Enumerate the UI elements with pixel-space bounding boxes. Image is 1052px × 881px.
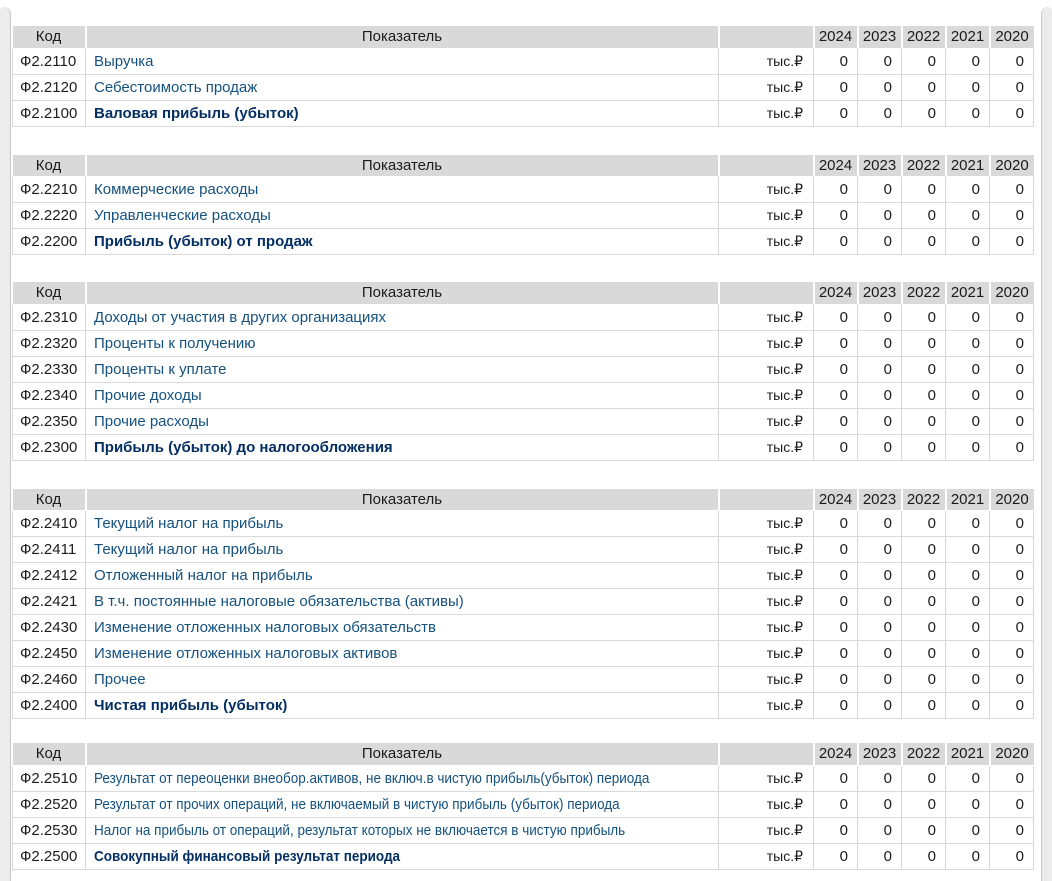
table-row — [13, 177, 1034, 203]
col-header-year: 2022 — [902, 743, 946, 765]
row-value-2023: 0 — [858, 229, 902, 255]
row-value-2024: 0 — [814, 382, 858, 408]
row-value-2023: 0 — [858, 382, 902, 408]
row-code: Ф2.2110 — [13, 48, 86, 74]
table-row — [13, 304, 1034, 330]
header-row — [13, 26, 1034, 48]
col-header-code: Код — [13, 155, 86, 177]
row-unit: тыс.₽ — [719, 667, 814, 693]
row-value-2020: 0 — [990, 330, 1034, 356]
row-unit: тыс.₽ — [719, 203, 814, 229]
row-value-2022: 0 — [902, 563, 946, 589]
row-unit: тыс.₽ — [719, 765, 814, 791]
table-row — [13, 641, 1034, 667]
row-value-2021: 0 — [946, 382, 990, 408]
row-value-2023: 0 — [858, 48, 902, 74]
row-value-2020: 0 — [990, 791, 1034, 817]
row-value-2023: 0 — [858, 791, 902, 817]
row-value-2021: 0 — [946, 641, 990, 667]
row-value-2020: 0 — [990, 693, 1034, 719]
table-row — [13, 765, 1034, 791]
indicator-link[interactable]: Совокупный финансовый результат периода — [94, 847, 401, 865]
row-value-2023: 0 — [858, 615, 902, 641]
row-value-2023: 0 — [858, 843, 902, 869]
row-code: Ф2.2350 — [13, 408, 86, 434]
indicator-link[interactable]: Текущий налог на прибыль — [94, 515, 284, 532]
statement-table-sales-profit — [12, 155, 1034, 256]
row-indicator — [86, 304, 719, 330]
table-row — [13, 434, 1034, 460]
table-row — [13, 229, 1034, 255]
row-code: Ф2.2310 — [13, 304, 86, 330]
indicator-link[interactable]: Прочее — [94, 671, 146, 688]
row-code: Ф2.2330 — [13, 356, 86, 382]
row-indicator — [86, 791, 719, 817]
row-code: Ф2.2220 — [13, 203, 86, 229]
row-indicator — [86, 641, 719, 667]
row-value-2022: 0 — [902, 615, 946, 641]
indicator-link[interactable]: Управленческие расходы — [94, 207, 271, 224]
row-value-2024: 0 — [814, 615, 858, 641]
col-header-year: 2024 — [814, 489, 858, 511]
col-header-year: 2024 — [814, 26, 858, 48]
row-value-2021: 0 — [946, 74, 990, 100]
row-unit: тыс.₽ — [719, 843, 814, 869]
row-value-2020: 0 — [990, 229, 1034, 255]
row-value-2020: 0 — [990, 667, 1034, 693]
row-value-2021: 0 — [946, 330, 990, 356]
col-header-year: 2020 — [990, 155, 1034, 177]
row-value-2022: 0 — [902, 229, 946, 255]
row-value-2020: 0 — [990, 100, 1034, 126]
row-code: Ф2.2410 — [13, 511, 86, 537]
row-value-2022: 0 — [902, 382, 946, 408]
col-header-indicator: Показатель — [86, 282, 719, 304]
row-unit: тыс.₽ — [719, 304, 814, 330]
table-row — [13, 100, 1034, 126]
col-header-year: 2021 — [946, 155, 990, 177]
row-value-2023: 0 — [858, 563, 902, 589]
col-header-year: 2022 — [902, 26, 946, 48]
col-header-year: 2020 — [990, 26, 1034, 48]
row-indicator — [86, 843, 719, 869]
row-value-2021: 0 — [946, 100, 990, 126]
row-indicator — [86, 589, 719, 615]
col-header-indicator: Показатель — [86, 26, 719, 48]
indicator-link[interactable]: Чистая прибыль (убыток) — [94, 697, 288, 714]
table-row — [13, 48, 1034, 74]
row-unit: тыс.₽ — [719, 791, 814, 817]
col-header-year: 2023 — [858, 155, 902, 177]
col-header-unit — [719, 155, 814, 177]
col-header-year: 2020 — [990, 489, 1034, 511]
row-value-2021: 0 — [946, 434, 990, 460]
row-value-2024: 0 — [814, 356, 858, 382]
row-value-2021: 0 — [946, 765, 990, 791]
table-row — [13, 330, 1034, 356]
row-unit: тыс.₽ — [719, 48, 814, 74]
row-value-2020: 0 — [990, 615, 1034, 641]
row-value-2020: 0 — [990, 74, 1034, 100]
row-value-2020: 0 — [990, 434, 1034, 460]
row-value-2020: 0 — [990, 843, 1034, 869]
row-unit: тыс.₽ — [719, 74, 814, 100]
row-value-2024: 0 — [814, 177, 858, 203]
col-header-year: 2022 — [902, 489, 946, 511]
row-value-2022: 0 — [902, 693, 946, 719]
row-indicator — [86, 74, 719, 100]
row-value-2023: 0 — [858, 589, 902, 615]
row-value-2024: 0 — [814, 48, 858, 74]
row-value-2023: 0 — [858, 408, 902, 434]
col-header-year: 2022 — [902, 282, 946, 304]
row-value-2021: 0 — [946, 563, 990, 589]
row-unit: тыс.₽ — [719, 408, 814, 434]
row-value-2024: 0 — [814, 74, 858, 100]
row-unit: тыс.₽ — [719, 330, 814, 356]
row-indicator — [86, 615, 719, 641]
row-value-2024: 0 — [814, 511, 858, 537]
table-row — [13, 817, 1034, 843]
row-code: Ф2.2200 — [13, 229, 86, 255]
col-header-year: 2020 — [990, 282, 1034, 304]
row-value-2021: 0 — [946, 537, 990, 563]
row-unit: тыс.₽ — [719, 693, 814, 719]
indicator-link[interactable]: Прибыль (убыток) от продаж — [94, 233, 313, 250]
col-header-year: 2023 — [858, 282, 902, 304]
row-value-2024: 0 — [814, 330, 858, 356]
row-code: Ф2.2340 — [13, 382, 86, 408]
row-value-2020: 0 — [990, 203, 1034, 229]
row-value-2022: 0 — [902, 408, 946, 434]
col-header-year: 2021 — [946, 26, 990, 48]
table-row — [13, 408, 1034, 434]
row-value-2021: 0 — [946, 791, 990, 817]
row-code: Ф2.2500 — [13, 843, 86, 869]
row-value-2022: 0 — [902, 48, 946, 74]
row-value-2020: 0 — [990, 356, 1034, 382]
row-value-2020: 0 — [990, 765, 1034, 791]
row-unit: тыс.₽ — [719, 511, 814, 537]
row-value-2021: 0 — [946, 843, 990, 869]
row-code: Ф2.2210 — [13, 177, 86, 203]
row-indicator — [86, 100, 719, 126]
row-value-2022: 0 — [902, 100, 946, 126]
row-value-2024: 0 — [814, 765, 858, 791]
row-unit: тыс.₽ — [719, 177, 814, 203]
col-header-code: Код — [13, 489, 86, 511]
row-code: Ф2.2412 — [13, 563, 86, 589]
col-header-indicator: Показатель — [86, 155, 719, 177]
row-value-2020: 0 — [990, 511, 1034, 537]
row-value-2022: 0 — [902, 537, 946, 563]
row-value-2020: 0 — [990, 563, 1034, 589]
header-row — [13, 743, 1034, 765]
row-unit: тыс.₽ — [719, 641, 814, 667]
row-value-2020: 0 — [990, 641, 1034, 667]
row-value-2023: 0 — [858, 100, 902, 126]
row-value-2024: 0 — [814, 589, 858, 615]
header-row — [13, 489, 1034, 511]
row-unit: тыс.₽ — [719, 817, 814, 843]
row-value-2022: 0 — [902, 356, 946, 382]
col-header-code: Код — [13, 282, 86, 304]
table-row — [13, 563, 1034, 589]
row-value-2021: 0 — [946, 667, 990, 693]
row-code: Ф2.2320 — [13, 330, 86, 356]
row-value-2021: 0 — [946, 589, 990, 615]
row-code: Ф2.2411 — [13, 537, 86, 563]
statement-table-net-profit — [12, 489, 1034, 720]
row-code: Ф2.2530 — [13, 817, 86, 843]
row-value-2021: 0 — [946, 511, 990, 537]
row-value-2023: 0 — [858, 356, 902, 382]
col-header-year: 2022 — [902, 155, 946, 177]
statement-table-gross-profit — [12, 26, 1034, 127]
indicator-link[interactable]: Налог на прибыль от операций, результат которых не включается в чистую прибыль — [94, 821, 626, 839]
table-row — [13, 382, 1034, 408]
indicator-link[interactable]: Прибыль (убыток) до налогообложения — [94, 438, 393, 456]
row-value-2020: 0 — [990, 408, 1034, 434]
row-value-2020: 0 — [990, 382, 1034, 408]
row-value-2023: 0 — [858, 304, 902, 330]
col-header-code: Код — [13, 743, 86, 765]
row-value-2020: 0 — [990, 304, 1034, 330]
row-indicator — [86, 434, 719, 460]
row-value-2020: 0 — [990, 48, 1034, 74]
row-value-2023: 0 — [858, 693, 902, 719]
row-indicator — [86, 177, 719, 203]
row-value-2024: 0 — [814, 693, 858, 719]
row-value-2024: 0 — [814, 304, 858, 330]
row-value-2023: 0 — [858, 765, 902, 791]
table-row — [13, 537, 1034, 563]
row-value-2021: 0 — [946, 304, 990, 330]
row-value-2021: 0 — [946, 693, 990, 719]
row-value-2023: 0 — [858, 511, 902, 537]
row-indicator — [86, 693, 719, 719]
row-value-2021: 0 — [946, 229, 990, 255]
col-header-year: 2024 — [814, 282, 858, 304]
row-unit: тыс.₽ — [719, 229, 814, 255]
indicator-link[interactable]: Проценты к уплате — [94, 360, 227, 378]
row-unit: тыс.₽ — [719, 434, 814, 460]
row-indicator — [86, 667, 719, 693]
row-value-2020: 0 — [990, 817, 1034, 843]
col-header-unit — [719, 743, 814, 765]
row-value-2023: 0 — [858, 667, 902, 693]
col-header-unit — [719, 282, 814, 304]
table-row — [13, 615, 1034, 641]
row-indicator — [86, 408, 719, 434]
indicator-link[interactable]: В т.ч. постоянные налоговые обязательства (активы) — [94, 593, 464, 610]
indicator-link[interactable]: Прочие доходы — [94, 386, 202, 404]
row-value-2024: 0 — [814, 641, 858, 667]
row-value-2021: 0 — [946, 177, 990, 203]
row-code: Ф2.2460 — [13, 667, 86, 693]
row-value-2021: 0 — [946, 48, 990, 74]
page-edge-left — [0, 7, 11, 881]
row-value-2023: 0 — [858, 74, 902, 100]
table-row — [13, 511, 1034, 537]
row-value-2022: 0 — [902, 589, 946, 615]
row-value-2022: 0 — [902, 177, 946, 203]
indicator-link[interactable]: Проценты к получению — [94, 334, 256, 352]
row-code: Ф2.2400 — [13, 693, 86, 719]
row-unit: тыс.₽ — [719, 563, 814, 589]
row-value-2023: 0 — [858, 330, 902, 356]
statement-table-total-result — [12, 743, 1034, 870]
row-unit: тыс.₽ — [719, 537, 814, 563]
row-value-2022: 0 — [902, 817, 946, 843]
col-header-year: 2023 — [858, 26, 902, 48]
row-value-2024: 0 — [814, 229, 858, 255]
row-value-2024: 0 — [814, 537, 858, 563]
col-header-unit — [719, 489, 814, 511]
table-row — [13, 843, 1034, 869]
indicator-link[interactable]: Изменение отложенных налоговых обязательств — [94, 619, 437, 636]
row-value-2024: 0 — [814, 667, 858, 693]
indicator-link[interactable]: Доходы от участия в других организациях — [94, 308, 387, 326]
table-row — [13, 693, 1034, 719]
col-header-code: Код — [13, 26, 86, 48]
indicator-link[interactable]: Коммерческие расходы — [94, 181, 259, 198]
statement-table-pretax-profit — [12, 282, 1034, 461]
row-value-2024: 0 — [814, 843, 858, 869]
row-indicator — [86, 511, 719, 537]
row-value-2021: 0 — [946, 408, 990, 434]
row-value-2022: 0 — [902, 434, 946, 460]
row-value-2022: 0 — [902, 304, 946, 330]
row-value-2020: 0 — [990, 589, 1034, 615]
row-indicator — [86, 203, 719, 229]
table-row — [13, 356, 1034, 382]
row-indicator — [86, 229, 719, 255]
row-indicator — [86, 537, 719, 563]
row-value-2024: 0 — [814, 791, 858, 817]
page-edge-right — [1041, 7, 1052, 881]
row-indicator — [86, 48, 719, 74]
row-value-2024: 0 — [814, 563, 858, 589]
row-code: Ф2.2100 — [13, 100, 86, 126]
row-unit: тыс.₽ — [719, 615, 814, 641]
row-value-2022: 0 — [902, 843, 946, 869]
row-indicator — [86, 563, 719, 589]
col-header-year: 2021 — [946, 282, 990, 304]
header-row — [13, 282, 1034, 304]
row-indicator — [86, 330, 719, 356]
row-value-2021: 0 — [946, 817, 990, 843]
row-value-2022: 0 — [902, 203, 946, 229]
row-value-2023: 0 — [858, 177, 902, 203]
row-unit: тыс.₽ — [719, 356, 814, 382]
col-header-year: 2023 — [858, 743, 902, 765]
row-code: Ф2.2300 — [13, 434, 86, 460]
col-header-indicator: Показатель — [86, 743, 719, 765]
table-row — [13, 203, 1034, 229]
row-code: Ф2.2520 — [13, 791, 86, 817]
row-code: Ф2.2430 — [13, 615, 86, 641]
col-header-year: 2021 — [946, 489, 990, 511]
table-row — [13, 791, 1034, 817]
header-row — [13, 155, 1034, 177]
table-row — [13, 589, 1034, 615]
row-value-2023: 0 — [858, 203, 902, 229]
row-value-2022: 0 — [902, 330, 946, 356]
row-indicator — [86, 817, 719, 843]
row-value-2024: 0 — [814, 434, 858, 460]
col-header-year: 2024 — [814, 155, 858, 177]
row-value-2024: 0 — [814, 100, 858, 126]
col-header-unit — [719, 26, 814, 48]
row-value-2022: 0 — [902, 765, 946, 791]
row-value-2022: 0 — [902, 791, 946, 817]
row-value-2020: 0 — [990, 537, 1034, 563]
table-row — [13, 74, 1034, 100]
row-value-2022: 0 — [902, 511, 946, 537]
indicator-link[interactable]: Результат от переоценки внеобор.активов, не включ.в чистую прибыль(убыток) периода — [94, 769, 650, 787]
row-value-2021: 0 — [946, 203, 990, 229]
row-unit: тыс.₽ — [719, 100, 814, 126]
row-value-2021: 0 — [946, 356, 990, 382]
indicator-link[interactable]: Себестоимость продаж — [94, 78, 258, 96]
row-indicator — [86, 356, 719, 382]
col-header-year: 2024 — [814, 743, 858, 765]
row-value-2020: 0 — [990, 177, 1034, 203]
indicator-link[interactable]: Текущий налог на прибыль — [94, 541, 284, 558]
financial-results-form — [12, 0, 1033, 870]
row-unit: тыс.₽ — [719, 382, 814, 408]
row-code: Ф2.2120 — [13, 74, 86, 100]
row-unit: тыс.₽ — [719, 589, 814, 615]
col-header-year: 2021 — [946, 743, 990, 765]
row-value-2022: 0 — [902, 74, 946, 100]
row-code: Ф2.2421 — [13, 589, 86, 615]
row-code: Ф2.2510 — [13, 765, 86, 791]
row-indicator — [86, 382, 719, 408]
table-row — [13, 667, 1034, 693]
row-value-2022: 0 — [902, 667, 946, 693]
indicator-link[interactable]: Отложенный налог на прибыль — [94, 567, 313, 584]
indicator-link[interactable]: Изменение отложенных налоговых активов — [94, 645, 398, 662]
indicator-link[interactable]: Валовая прибыль (убыток) — [94, 104, 299, 122]
row-value-2023: 0 — [858, 817, 902, 843]
row-value-2024: 0 — [814, 817, 858, 843]
indicator-link[interactable]: Прочие расходы — [94, 412, 209, 430]
row-value-2022: 0 — [902, 641, 946, 667]
indicator-link[interactable]: Результат от прочих операций, не включаемый в чистую прибыль (убыток) периода — [94, 795, 620, 813]
row-value-2023: 0 — [858, 537, 902, 563]
col-header-year: 2020 — [990, 743, 1034, 765]
row-value-2024: 0 — [814, 408, 858, 434]
col-header-indicator: Показатель — [86, 489, 719, 511]
col-header-year: 2023 — [858, 489, 902, 511]
row-indicator — [86, 765, 719, 791]
row-value-2021: 0 — [946, 615, 990, 641]
row-value-2023: 0 — [858, 641, 902, 667]
indicator-link[interactable]: Выручка — [94, 52, 154, 70]
row-value-2024: 0 — [814, 203, 858, 229]
row-value-2023: 0 — [858, 434, 902, 460]
row-code: Ф2.2450 — [13, 641, 86, 667]
